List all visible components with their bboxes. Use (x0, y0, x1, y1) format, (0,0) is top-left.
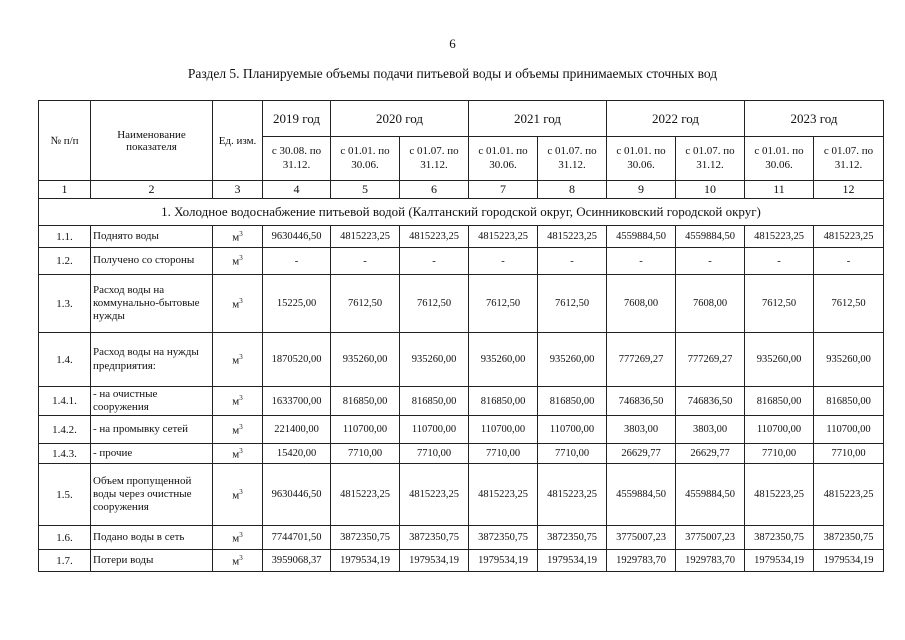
value-cell: 7612,50 (814, 275, 884, 333)
value-cell: 7710,00 (331, 444, 400, 464)
value-cell: 4815223,25 (745, 226, 814, 248)
header-year-2023: 2023 год (745, 101, 884, 137)
value-cell: 7612,50 (400, 275, 469, 333)
value-cell: 1929783,70 (676, 550, 745, 572)
row-indicator-name: Объем пропущенной воды через очистные сооружения (91, 464, 213, 526)
row-indicator-name: Расход воды на коммунально-бытовые нужды (91, 275, 213, 333)
column-number: 3 (213, 181, 263, 199)
column-number: 12 (814, 181, 884, 199)
header-period: с 01.01. по 30.06. (331, 137, 400, 181)
value-cell: 110700,00 (745, 416, 814, 444)
value-cell: 7612,50 (331, 275, 400, 333)
value-cell: 7612,50 (469, 275, 538, 333)
value-cell: 1979534,19 (400, 550, 469, 572)
table-row (39, 526, 884, 550)
column-number: 1 (39, 181, 91, 199)
water-volume-table (38, 100, 884, 572)
row-number: 1.4.2. (39, 416, 91, 444)
unit-base: м (232, 231, 240, 244)
unit-superscript: 3 (239, 394, 243, 403)
value-cell: 746836,50 (607, 387, 676, 416)
value-cell: - (607, 248, 676, 275)
value-cell: 7710,00 (538, 444, 607, 464)
header-year-2021: 2021 год (469, 101, 607, 137)
row-unit (213, 226, 263, 248)
section-heading: 1. Холодное водоснабжение питьевой водой (Калтанский городской округ, Осинниковский городской округ) (39, 199, 884, 226)
row-number: 1.4.3. (39, 444, 91, 464)
value-cell: 1979534,19 (745, 550, 814, 572)
unit-base: м (232, 555, 240, 568)
value-cell: 110700,00 (814, 416, 884, 444)
value-cell: 935260,00 (745, 333, 814, 387)
value-cell: 9630446,50 (263, 464, 331, 526)
value-cell: - (331, 248, 400, 275)
value-cell: 4815223,25 (538, 226, 607, 248)
row-unit (213, 333, 263, 387)
value-cell: - (745, 248, 814, 275)
header-year-2022: 2022 год (607, 101, 745, 137)
unit-superscript: 3 (239, 254, 243, 263)
value-cell: 4815223,25 (469, 464, 538, 526)
unit-base: м (232, 354, 240, 367)
row-unit (213, 275, 263, 333)
row-unit (213, 444, 263, 464)
unit-base: м (232, 255, 240, 268)
value-cell: 15420,00 (263, 444, 331, 464)
value-cell: 1633700,00 (263, 387, 331, 416)
value-cell: 935260,00 (400, 333, 469, 387)
value-cell: 4815223,25 (400, 226, 469, 248)
row-number: 1.2. (39, 248, 91, 275)
unit-superscript: 3 (239, 554, 243, 563)
row-number: 1.4.1. (39, 387, 91, 416)
row-number: 1.5. (39, 464, 91, 526)
value-cell: 3872350,75 (745, 526, 814, 550)
value-cell: 4815223,25 (469, 226, 538, 248)
value-cell: 15225,00 (263, 275, 331, 333)
table-row (39, 226, 884, 248)
table-row (39, 333, 884, 387)
value-cell: 7608,00 (607, 275, 676, 333)
header-period: с 01.07. по 31.12. (538, 137, 607, 181)
column-number: 2 (91, 181, 213, 199)
unit-base: м (232, 396, 240, 409)
column-number: 8 (538, 181, 607, 199)
table-row (39, 550, 884, 572)
value-cell: - (263, 248, 331, 275)
row-indicator-name: Подано воды в сеть (91, 526, 213, 550)
value-cell: 4815223,25 (331, 464, 400, 526)
value-cell: 4815223,25 (400, 464, 469, 526)
value-cell: 110700,00 (400, 416, 469, 444)
table-row (39, 248, 884, 275)
column-number: 4 (263, 181, 331, 199)
section-title-heading: Раздел 5. Планируемые объемы подачи питьевой воды и объемы принимаемых сточных вод (187, 66, 718, 81)
row-indicator-name: - на очистные сооружения (91, 387, 213, 416)
value-cell: 935260,00 (538, 333, 607, 387)
value-cell: - (676, 248, 745, 275)
value-cell: 777269,27 (676, 333, 745, 387)
value-cell: 3775007,23 (676, 526, 745, 550)
value-cell: 777269,27 (607, 333, 676, 387)
value-cell: 3872350,75 (538, 526, 607, 550)
table-row (39, 387, 884, 416)
value-cell: 4815223,25 (331, 226, 400, 248)
row-number: 1.6. (39, 526, 91, 550)
value-cell: 7710,00 (814, 444, 884, 464)
value-cell: 3872350,75 (814, 526, 884, 550)
unit-base: м (232, 532, 240, 545)
row-indicator-name: - на промывку сетей (91, 416, 213, 444)
header-period: с 01.01. по 30.06. (469, 137, 538, 181)
value-cell: 4815223,25 (814, 464, 884, 526)
table-row (39, 416, 884, 444)
value-cell: 9630446,50 (263, 226, 331, 248)
row-indicator-name: Получено со стороны (91, 248, 213, 275)
section-row (39, 199, 884, 226)
row-number: 1.4. (39, 333, 91, 387)
value-cell: 816850,00 (331, 387, 400, 416)
page-number: 6 (449, 36, 456, 51)
column-number: 11 (745, 181, 814, 199)
value-cell: 110700,00 (538, 416, 607, 444)
value-cell: 26629,77 (676, 444, 745, 464)
row-number: 1.7. (39, 550, 91, 572)
row-indicator-name: Поднято воды (91, 226, 213, 248)
unit-superscript: 3 (239, 423, 243, 432)
table-row (39, 464, 884, 526)
header-period: с 01.07. по 31.12. (676, 137, 745, 181)
column-number: 7 (469, 181, 538, 199)
value-cell: 3959068,37 (263, 550, 331, 572)
row-indicator-name: - прочие (91, 444, 213, 464)
value-cell: 4815223,25 (814, 226, 884, 248)
value-cell: 3775007,23 (607, 526, 676, 550)
column-number: 10 (676, 181, 745, 199)
row-unit (213, 550, 263, 572)
value-cell: 746836,50 (676, 387, 745, 416)
header-unit: Ед. изм. (213, 101, 263, 181)
value-cell: 110700,00 (469, 416, 538, 444)
table-row (39, 444, 884, 464)
unit-superscript: 3 (239, 447, 243, 456)
row-indicator-name: Расход воды на нужды предприятия: (91, 333, 213, 387)
value-cell: 3872350,75 (331, 526, 400, 550)
value-cell: 935260,00 (331, 333, 400, 387)
value-cell: 221400,00 (263, 416, 331, 444)
unit-superscript: 3 (239, 488, 243, 497)
header-period: с 01.01. по 30.06. (607, 137, 676, 181)
value-cell: 7710,00 (469, 444, 538, 464)
value-cell: 935260,00 (814, 333, 884, 387)
header-period: с 01.01. по 30.06. (745, 137, 814, 181)
table-row (39, 275, 884, 333)
unit-superscript: 3 (239, 531, 243, 540)
value-cell: - (400, 248, 469, 275)
column-number: 9 (607, 181, 676, 199)
row-number: 1.1. (39, 226, 91, 248)
value-cell: 816850,00 (814, 387, 884, 416)
value-cell: 4559884,50 (607, 464, 676, 526)
value-cell: 7710,00 (745, 444, 814, 464)
value-cell: 110700,00 (331, 416, 400, 444)
unit-superscript: 3 (239, 296, 243, 305)
row-unit (213, 387, 263, 416)
value-cell: 7744701,50 (263, 526, 331, 550)
row-unit (213, 416, 263, 444)
value-cell: 1979534,19 (538, 550, 607, 572)
value-cell: 816850,00 (538, 387, 607, 416)
unit-base: м (232, 489, 240, 502)
header-year-2019: 2019 год (263, 101, 331, 137)
value-cell: 7710,00 (400, 444, 469, 464)
value-cell: 1979534,19 (331, 550, 400, 572)
row-number: 1.3. (39, 275, 91, 333)
row-indicator-name: Потери воды (91, 550, 213, 572)
header-no: № п/п (39, 101, 91, 181)
value-cell: 3803,00 (676, 416, 745, 444)
column-number: 5 (331, 181, 400, 199)
row-unit (213, 464, 263, 526)
unit-superscript: 3 (239, 352, 243, 361)
column-number: 6 (400, 181, 469, 199)
header-period: с 01.07. по 31.12. (814, 137, 884, 181)
value-cell: 1979534,19 (469, 550, 538, 572)
row-unit (213, 248, 263, 275)
value-cell: 4815223,25 (538, 464, 607, 526)
value-cell: 3872350,75 (469, 526, 538, 550)
column-number-row (39, 181, 884, 199)
value-cell: - (814, 248, 884, 275)
value-cell: - (469, 248, 538, 275)
value-cell: 816850,00 (745, 387, 814, 416)
value-cell: 7612,50 (538, 275, 607, 333)
value-cell: 816850,00 (469, 387, 538, 416)
header-period: с 30.08. по 31.12. (263, 137, 331, 181)
value-cell: 4559884,50 (607, 226, 676, 248)
unit-base: м (232, 424, 240, 437)
value-cell: 7612,50 (745, 275, 814, 333)
unit-base: м (232, 298, 240, 311)
value-cell: 1870520,00 (263, 333, 331, 387)
header-period: с 01.07. по 31.12. (400, 137, 469, 181)
value-cell: 4559884,50 (676, 464, 745, 526)
header-name: Наименование показателя (91, 101, 213, 181)
header-year-2020: 2020 год (331, 101, 469, 137)
value-cell: 4815223,25 (745, 464, 814, 526)
unit-base: м (232, 448, 240, 461)
value-cell: 3872350,75 (400, 526, 469, 550)
value-cell: - (538, 248, 607, 275)
value-cell: 26629,77 (607, 444, 676, 464)
value-cell: 4559884,50 (676, 226, 745, 248)
value-cell: 7608,00 (676, 275, 745, 333)
value-cell: 1929783,70 (607, 550, 676, 572)
value-cell: 3803,00 (607, 416, 676, 444)
row-unit (213, 526, 263, 550)
value-cell: 1979534,19 (814, 550, 884, 572)
value-cell: 935260,00 (469, 333, 538, 387)
unit-superscript: 3 (239, 229, 243, 238)
value-cell: 816850,00 (400, 387, 469, 416)
